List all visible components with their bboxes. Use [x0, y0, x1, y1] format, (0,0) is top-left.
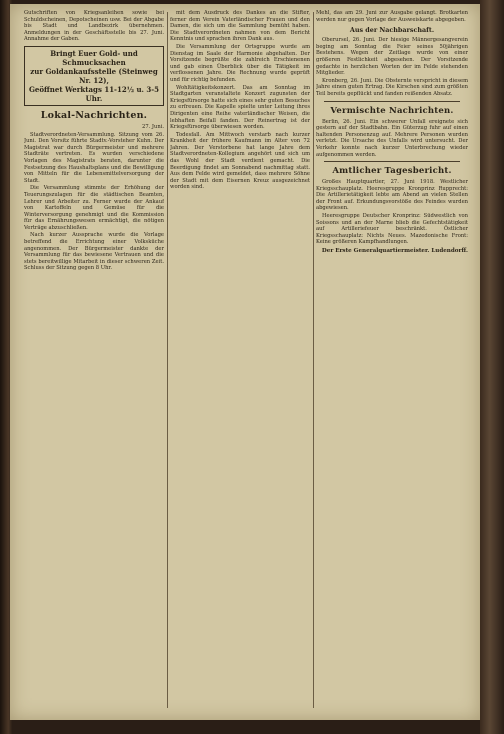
divider-2: [324, 161, 460, 162]
gold-notice-line3: Geöffnet Werktags 11-12½ u. 3-5 Uhr.: [28, 84, 160, 103]
section-heading-tagesbericht: Amtlicher Tagesbericht.: [332, 166, 452, 177]
divider-1: [324, 101, 460, 102]
c2-body-2: Die Versammlung der Ortsgruppe wurde am Dienstag im Saale der Harmonie abgehalten. Der Vorsitzende begrüßte die zahlreich Erschienenen und gab einen Überblick über die Tätigkeit im verflossenen Jahre. Die Rechnung wurde geprüft und für richtig befunden.: [170, 43, 310, 83]
c1-body-3: Nach kurzer Aussprache wurde die Vorlage betreffend die Errichtung einer Volksküche angenommen. Der Bürgermeister dankte der Versammlung für das bewiesene Vertrauen und die stets bereitwillige Mitarbeit in dieser schweren Zeit. Schluss der Sitzung gegen 8 Uhr.: [24, 232, 164, 272]
c3-body-1: Oberursel, 26. Juni. Der hiesige Männergesangverein beging am Sonntag die Feier seines 50jährigen Bestehens. Wegen der Zeitlage wurde von einer größeren Festlichkeit abgesehen. Der Vorsitzende gedachte in herzlichen Worten der im Felde stehenden Mitglieder.: [316, 37, 468, 77]
c3-body-5: Heeresgruppe Deutscher Kronprinz: Südwestlich von Soissons und an der Marne blieb die Gefechtstätigkeit auf Artilleriefeuer beschränkt. Östlicher Kriegsschauplatz: Nichts Neues. Mazedonische Front: Keine größeren Kampfhandlungen.: [316, 213, 468, 246]
c1-body-2: Die Versammlung stimmte der Erhöhung der Teuerungszulagen für die städtischen Beamten, Lehrer und Arbeiter zu. Ferner wurde der Ankauf von Kartoffeln und Gemüse für die Winterversorgung genehmigt und die Kommission für das Ernährungswesen ermächtigt, die nötigen Verträge abzuschließen.: [24, 185, 164, 231]
column-3: [316, 10, 468, 710]
section-heading-vermischte: Vermischte Nachrichten.: [330, 105, 454, 116]
c3-body-2: Kronberg, 26. Juni. Die Obsternte verspricht in diesem Jahre einen guten Ertrag. Die Kirschen sind zum größten Teil bereits gepflückt und fanden reißenden Absatz.: [316, 77, 468, 97]
column-rule-2: [313, 12, 314, 708]
c2-body-3: Wohltätigkeitskonzert. Das am Sonntag im Stadtgarten veranstaltete Konzert zugunsten der Kriegsfürsorge hatte sich eines sehr guten Besuches zu erfreuen. Die Kapelle spielte unter Leitung ihres Dirigenten eine Reihe vaterländischer Weisen, die lebhaften Beifall fanden. Der Reinertrag ist der Kriegsfürsorge überwiesen worden.: [170, 84, 310, 131]
c3-body-4: Großes Hauptquartier, 27. Juni 1918. Westlicher Kriegsschauplatz. Heeresgruppe Kronprinz Rupprecht: Die Artillerietätigkeit lebte am Abend an vielen Stellen der Front auf. Erkundungsvorstöße des Feindes wurden abgewiesen.: [316, 179, 468, 212]
column-1: [24, 10, 164, 710]
gold-collection-notice: [24, 46, 164, 106]
c3-text-top: Mehl, das am 29. Juni zur Ausgabe gelangt. Brotkarten werden nur gegen Vorlage der Ausweiskarte abgegeben.: [316, 10, 468, 23]
gold-notice-line1: Bringt Euer Gold- und Schmucksachen: [50, 48, 138, 67]
column-2: [170, 10, 310, 710]
c1-text-top: Gutschriften von Kriegsanleihen sowie bei Schuldscheinen, Depotscheinen usw. Bei der Abgabe bis Stadt und Landbezirk übernehmen. Anmeldungen in der Geschäftsstelle bis 27. Juni. Annahme der Gaben.: [24, 10, 164, 43]
c1-dateline: 27. Juni.: [142, 123, 164, 130]
c2-body-4: Todesfall. Am Mittwoch verstarb nach kurzer Krankheit der frühere Kaufmann im Alter von 72 Jahren. Der Verstorbene hat lange Jahre dem Stadtverordneten-Kollegium angehört und sich um das Wohl der Stadt verdient gemacht. Die Beerdigung findet am Sonnabend nachmittag statt. Aus dem Felde wird gemeldet, dass mehrere Söhne der Stadt mit dem Eisernen Kreuz ausgezeichnet worden sind.: [170, 131, 310, 191]
page-edge: [480, 0, 504, 734]
subheading-aus-der-nachbarschaft: Aus der Nachbarschaft.: [349, 26, 435, 35]
section-heading-lokal: Lokal-Nachrichten.: [40, 109, 148, 121]
c3-signature: Der Erste Generalquartiermeister. Ludendorff.: [321, 248, 468, 255]
gold-notice-line2: zur Goldankaufsstelle (Steinweg Nr. 12),: [30, 66, 158, 85]
column-rule-1: [167, 12, 168, 708]
c1-body-1: Stadtverordneten-Versammlung. Sitzung vom 26. Juni. Den Vorsitz führte Stadtv.-Vorsteher Kuhn. Der Magistrat war durch Bürgermeister und mehrere Stadträte vertreten. Es wurden verschiedene Vorlagen des Magistrats beraten, darunter die Festsetzung des Haushaltsplans und die Bewilligung von Mitteln für die Lebensmittelversorgung der Stadt.: [24, 131, 164, 184]
c2-body-1: mit dem Ausdruck des Dankes an die Stifter, ferner dem Verein Vaterländischer Frauen und den Damen, die sich um die Sammlung bemüht haben. Die Stadtverordneten nahmen von dem Bericht Kenntnis und sprachen ihren Dank aus.: [170, 10, 310, 43]
newspaper-page: [10, 4, 480, 720]
c3-body-3: Berlin, 26. Juni. Ein schwerer Unfall ereignete sich gestern auf der Stadtbahn. Ein Güterzug fuhr auf einen haltenden Personenzug auf. Mehrere Personen wurden verletzt. Die Ursache des Unfalls wird untersucht. Der Verkehr konnte nach kurzer Unterbrechung wieder aufgenommen werden.: [316, 118, 468, 158]
